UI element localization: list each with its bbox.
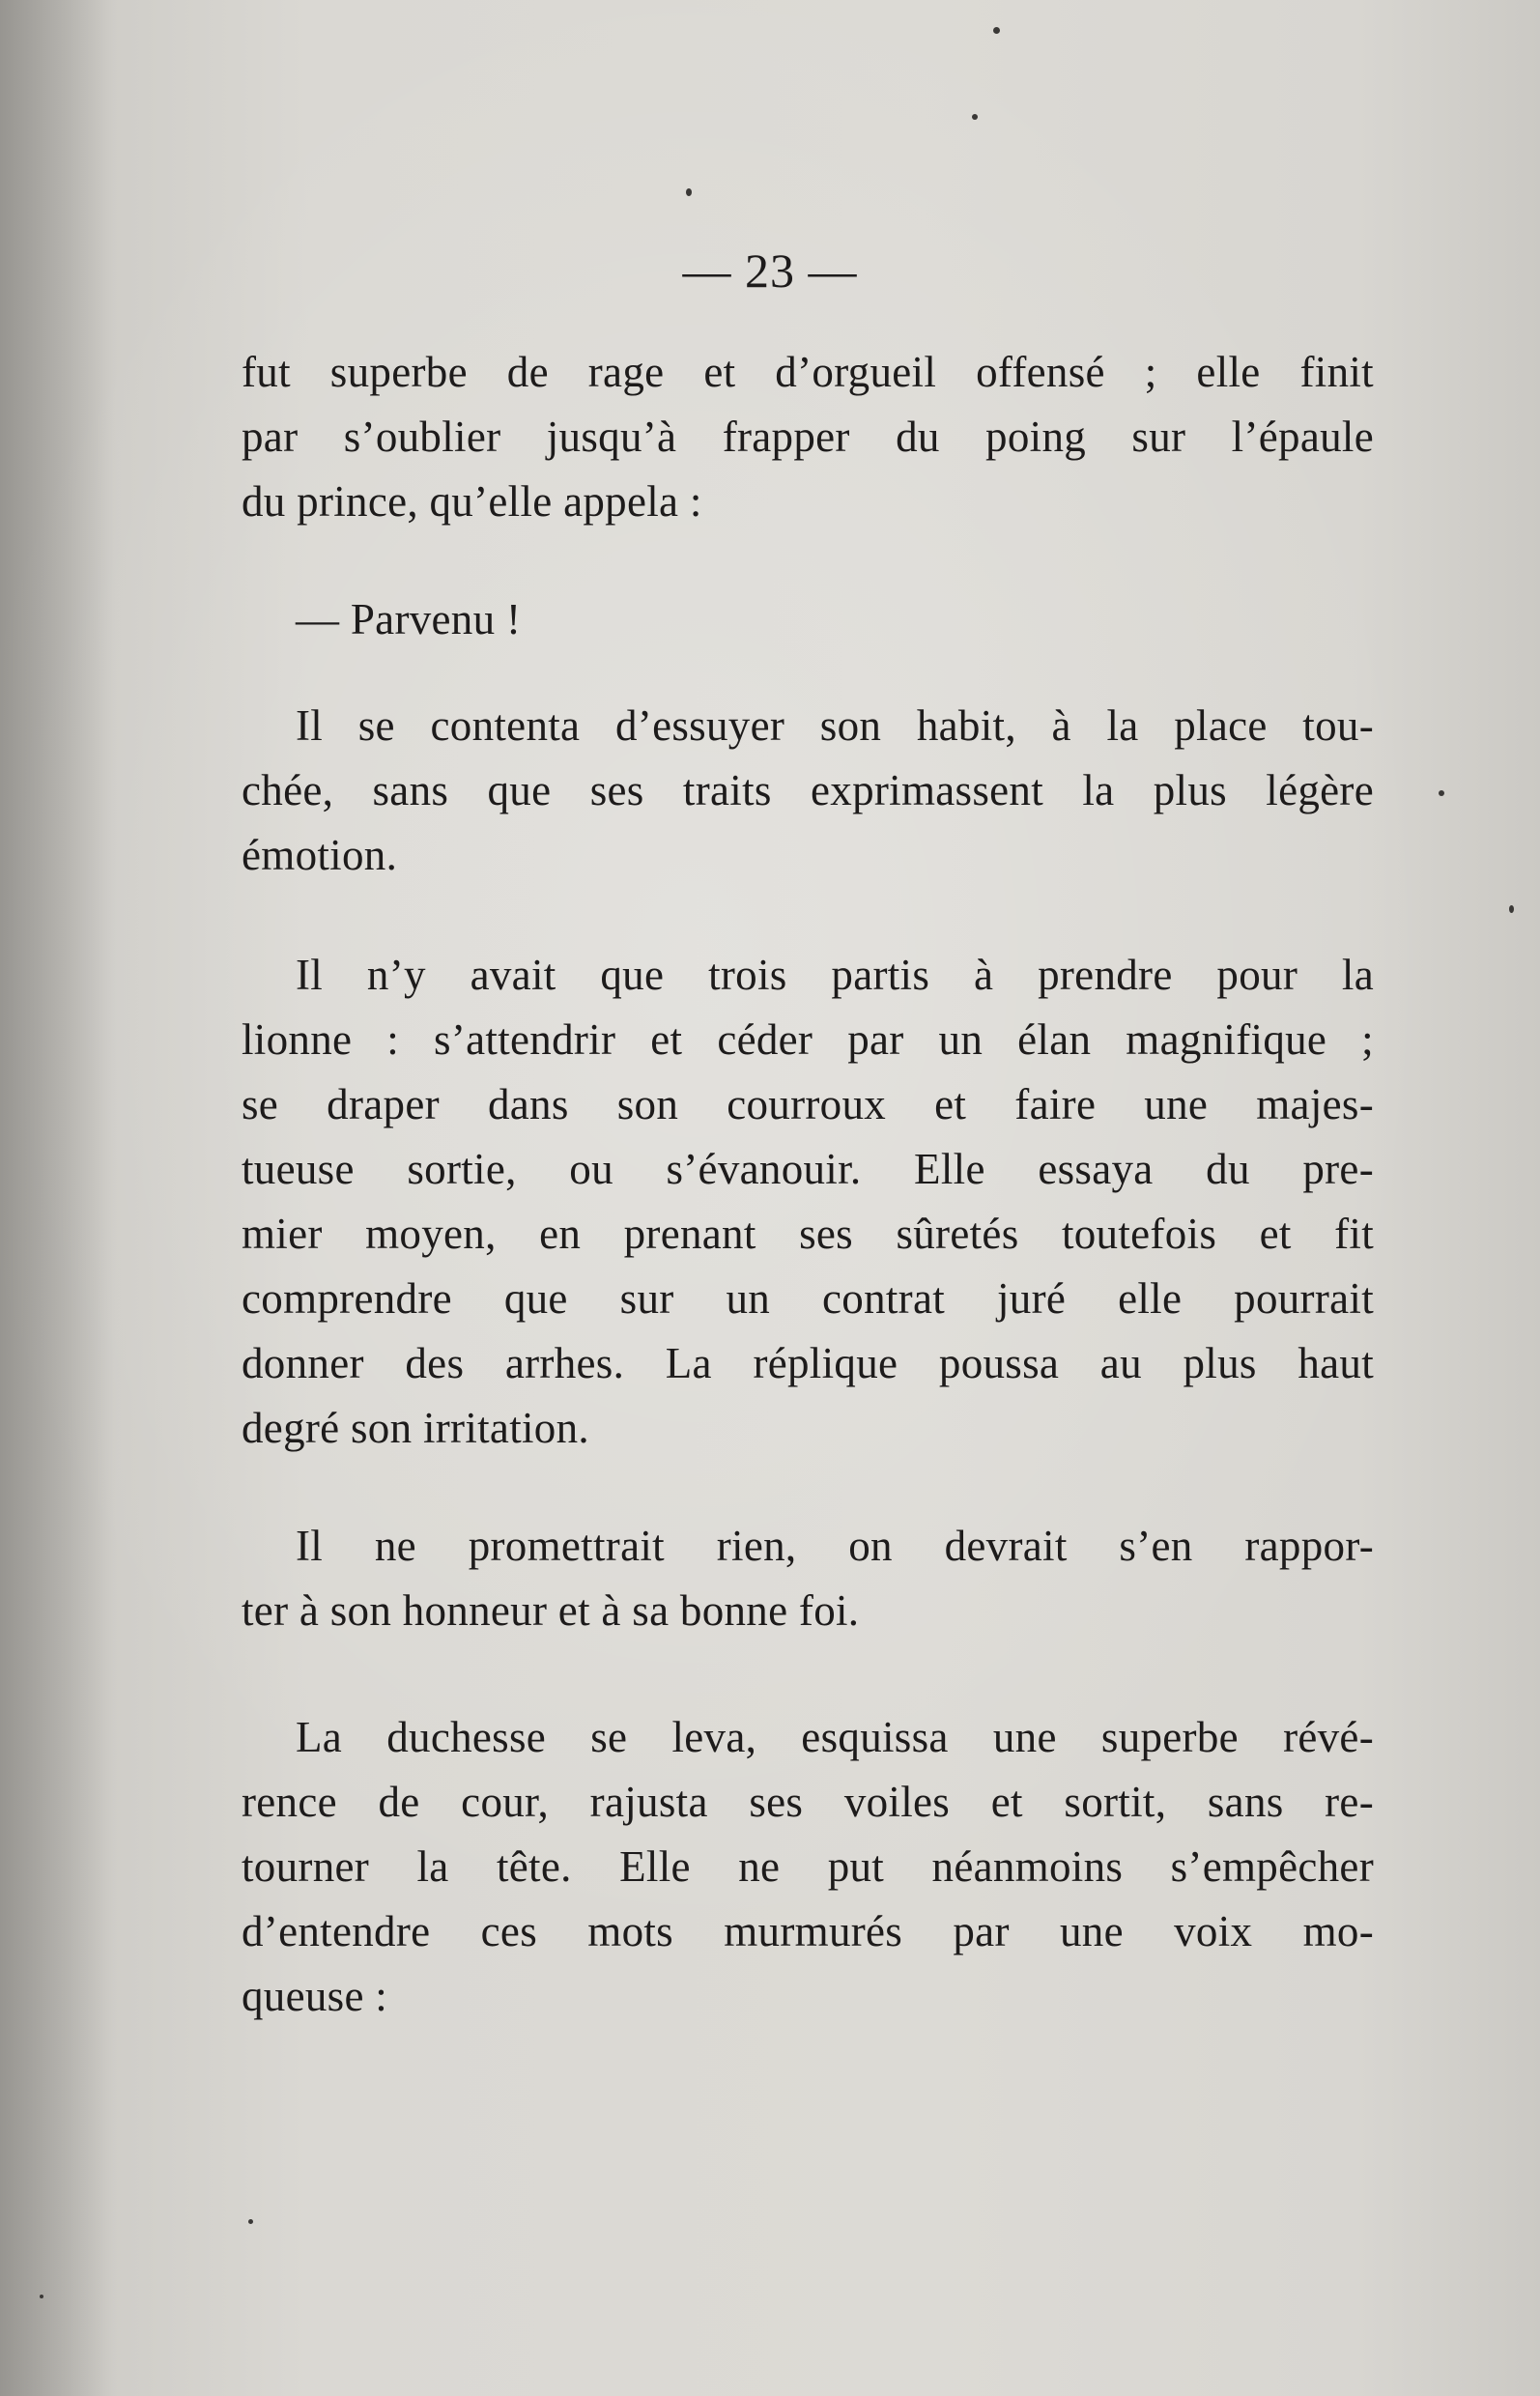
paragraph	[242, 1705, 1374, 2029]
text-line: — Parvenu !	[296, 595, 522, 643]
text-line: donner des arrhes. La réplique poussa au plus haut	[242, 1339, 1374, 1387]
text-line: se draper dans son courroux et faire une majes-	[242, 1080, 1374, 1128]
text-line: par s’oublier jusqu’à frapper du poing sur l’épaule	[242, 413, 1374, 461]
paragraph	[242, 694, 1374, 888]
paragraph	[242, 587, 1374, 652]
paper-speck	[686, 188, 692, 196]
text-line: fut superbe de rage et d’orgueil offensé ; elle finit	[242, 348, 1374, 396]
text-line: ter à son honneur et à sa bonne foi.	[242, 1586, 860, 1635]
text-line: queuse :	[242, 1972, 388, 2020]
gutter-shadow	[0, 0, 116, 2396]
text-line: tueuse sortie, ou s’évanouir. Elle essaya du pre-	[242, 1145, 1374, 1193]
paragraph	[242, 943, 1374, 1461]
paper-speck	[1509, 905, 1514, 913]
text-line: d’entendre ces mots murmurés par une voix mo-	[242, 1907, 1374, 1955]
text-line: comprendre que sur un contrat juré elle pourrait	[242, 1274, 1374, 1323]
text-line: lionne : s’attendrir et céder par un élan magnifique ;	[242, 1015, 1374, 1064]
text-line: degré son irritation.	[242, 1404, 589, 1452]
text-line: chée, sans que ses traits exprimassent la plus légère	[242, 766, 1374, 814]
text-line: mier moyen, en prenant ses sûretés toutefois et fit	[242, 1210, 1374, 1258]
text-line: rence de cour, rajusta ses voiles et sortit, sans re-	[242, 1778, 1374, 1826]
text-line: du prince, qu’elle appela :	[242, 477, 702, 526]
paper-speck	[40, 2295, 43, 2298]
paragraph	[242, 340, 1374, 534]
text-line: Il ne promettrait rien, on devrait s’en rappor-	[296, 1522, 1374, 1570]
text-line: Il n’y avait que trois partis à prendre pour la	[296, 951, 1374, 999]
text-line: tourner la tête. Elle ne put néanmoins s’empêcher	[242, 1842, 1374, 1891]
text-line: Il se contenta d’essuyer son habit, à la place tou-	[296, 701, 1374, 750]
text-line: émotion.	[242, 831, 398, 879]
paper-speck	[972, 114, 978, 120]
paper-speck	[248, 2219, 253, 2224]
paragraph	[242, 1514, 1374, 1643]
page-number: — 23 —	[682, 243, 858, 298]
paper-speck	[1439, 790, 1444, 796]
text-line: La duchesse se leva, esquissa une superbe révé-	[296, 1713, 1374, 1761]
paper-speck	[993, 27, 1000, 34]
